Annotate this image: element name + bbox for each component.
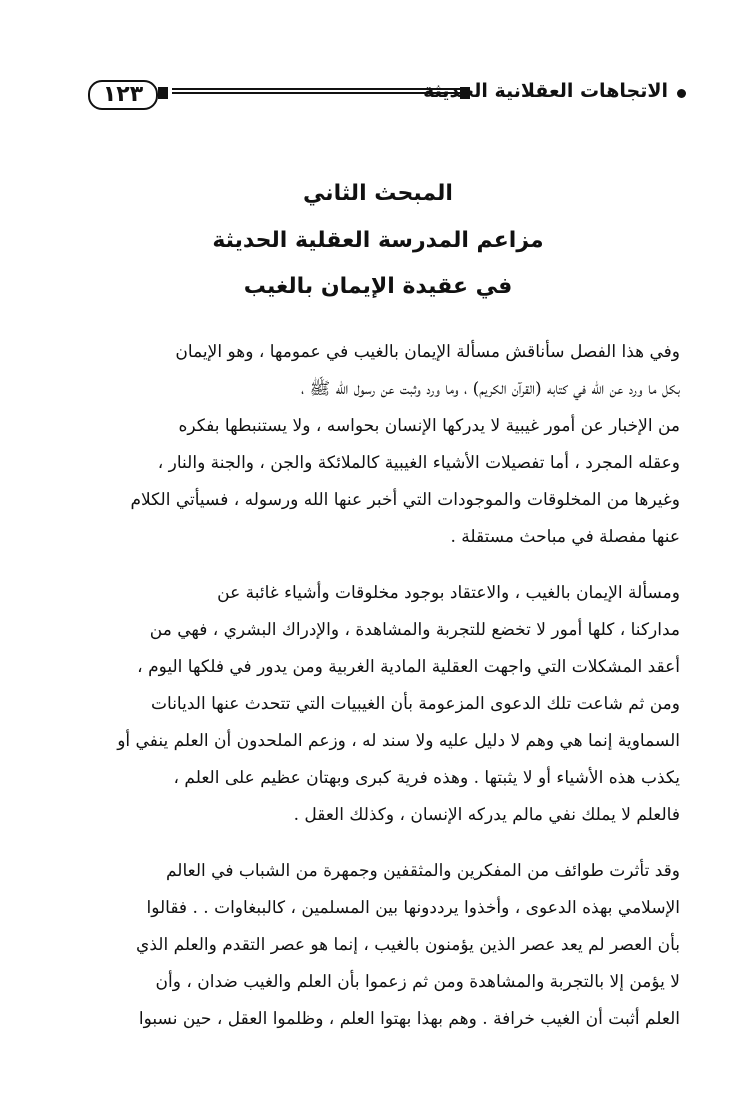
text-line: وغيرها من المخلوقات والموجودات التي أخبر عنها الله ورسوله ، فسيأتي الكلام: [130, 490, 680, 510]
running-title: الاتجاهات العقلانية الحديثة: [423, 80, 668, 102]
text-line: فالعلم لا يملك نفي مالم يدركه الإنسان ، وكذلك العقل .: [293, 805, 680, 825]
section-subtitle: في عقيدة الإيمان بالغيب: [243, 274, 513, 299]
header-double-rule: [172, 88, 460, 94]
page-header: [88, 78, 686, 114]
paragraph: [82, 575, 680, 834]
text-line: من الإخبار عن أمور غيبية لا يدركها الإنسان بحواسه ، ولا يستنبطها بفكره: [178, 416, 680, 436]
paragraph: [82, 853, 680, 1038]
text-line: عنها مفصلة في مباحث مستقلة .: [450, 527, 680, 547]
text-line: بكل ما ورد عن الله في كتابه (القرآن الكريم) ، وما ورد وثبت عن رسول الله ﷺ ،: [301, 379, 680, 399]
text-line: ومن ثم شاعت تلك الدعوى المزعومة بأن الغيبيات التي تتحدث عنها الديانات: [151, 694, 680, 714]
paragraph-gap: [82, 834, 680, 853]
body-text: [82, 334, 680, 1038]
text-line: وعقله المجرد ، أما تفصيلات الأشياء الغيبية كالملائكة والجن ، والجنة والنار ،: [157, 453, 680, 473]
text-line: ومسألة الإيمان بالغيب ، والاعتقاد بوجود مخلوقات وأشياء غائبة عن: [217, 583, 680, 603]
text-line: وفي هذا الفصل سأناقش مسألة الإيمان بالغيب في عمومها ، وهو الإيمان: [175, 342, 680, 362]
text-line: بأن العصر لم يعد عصر الذين يؤمنون بالغيب ، إنما هو عصر التقدم والعلم الذي: [136, 935, 680, 955]
text-line: وقد تأثرت طوائف من المفكرين والمثقفين وجمهرة من الشباب في العالم: [165, 861, 680, 881]
text-line: مداركنا ، كلها أمور لا تخضع للتجربة والمشاهدة ، والإدراك البشري ، فهي من: [149, 620, 680, 640]
page-number-badge: ١٢٣: [88, 80, 158, 110]
paragraph: [82, 334, 680, 556]
section-title: مزاعم المدرسة العقلية الحديثة: [212, 228, 544, 253]
text-line: الإسلامي بهذه الدعوى ، وأخذوا يرددونها بين المسلمين ، كالببغاوات . . فقالوا: [146, 898, 680, 918]
text-line: أعقد المشكلات التي واجهت العقلية المادية الغربية ومن يدور في فلكها اليوم ،: [137, 657, 680, 677]
text-line: يكذب هذه الأشياء أو لا يثبتها . وهذه فرية كبرى وبهتان عظيم على العلم ،: [173, 768, 680, 788]
paragraph-gap: [82, 556, 680, 575]
text-line: لا يؤمن إلا بالتجربة والمشاهدة ومن ثم زعموا بأن العلم والغيب ضدان ، وأن: [155, 972, 680, 992]
text-line: السماوية إنما هي وهم لا دليل عليه ولا سند له ، وزعم الملحدون أن العلم ينفي أو: [117, 731, 680, 751]
bullet-icon: [677, 89, 686, 98]
text-line: العلم أثبت أن الغيب خرافة . وهم بهذا بهتوا العلم ، وظلموا العقل ، حين نسبوا: [138, 1009, 680, 1029]
header-rule-left-block: [158, 87, 168, 99]
section-number-title: المبحث الثاني: [303, 181, 453, 206]
